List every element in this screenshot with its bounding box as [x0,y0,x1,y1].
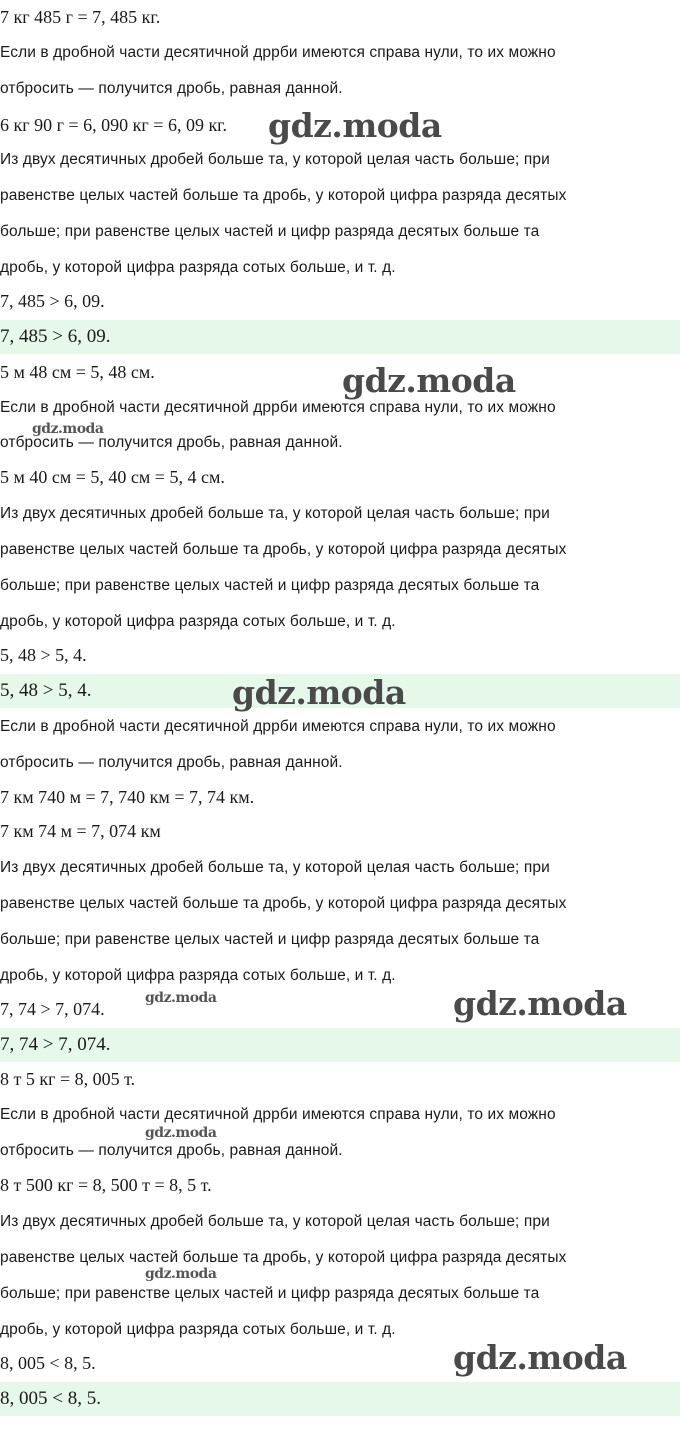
answer-line: 5, 48 > 5, 4. [0,674,680,708]
text-line: Если в дробной части десятичной дррби имеются справа нули, то их можно [0,718,556,735]
text-line: Из двух десятичных дробей больше та, у которой целая часть больше; при [0,1213,550,1230]
text-line: дробь, у которой цифра разряда сотых больше, и т. д. [0,613,396,630]
text-line: дробь, у которой цифра разряда сотых больше, и т. д. [0,967,396,984]
text-line: Из двух десятичных дробей больше та, у которой целая часть больше; при [0,505,550,522]
math-line: 8, 005 < 8, 5. [0,1353,96,1373]
watermark-logo: gdz.moda [453,984,627,1023]
watermark-logo: gdz.moda [342,361,516,400]
text-line: Если в дробной части десятичной дррби имеются справа нули, то их можно [0,399,556,416]
math-line: 5 м 48 см = 5, 48 см. [0,362,155,382]
math-line: 7 кг 485 г = 7, 485 кг. [0,7,161,27]
text-line: равенстве целых частей больше та дробь, у которой цифра разряда десятых [0,187,567,204]
watermark-logo: gdz.moda [268,106,442,145]
math-line: 7 км 74 м = 7, 074 км [0,821,161,841]
watermark-logo: gdz.moda [145,1266,217,1282]
answer-line: 7, 74 > 7, 074. [0,1028,680,1062]
text-line: отбросить — получится дробь, равная данной. [0,754,343,771]
text-line: равенстве целых частей больше та дробь, у которой цифра разряда десятых [0,1249,567,1266]
math-line: 6 кг 90 г = 6, 090 кг = 6, 09 кг. [0,115,228,135]
text-line: Из двух десятичных дробей больше та, у которой целая часть больше; при [0,859,550,876]
math-line: 5 м 40 см = 5, 40 см = 5, 4 см. [0,467,225,487]
math-line: 7, 74 > 7, 074. [0,999,105,1019]
answer-line: 7, 485 > 6, 09. [0,320,680,354]
text-line: равенстве целых частей больше та дробь, у которой цифра разряда десятых [0,895,567,912]
text-line: больше; при равенстве целых частей и цифр разряда десятых больше та [0,1285,540,1302]
text-line: Из двух десятичных дробей больше та, у которой целая часть больше; при [0,151,550,168]
math-line: 8 т 5 кг = 8, 005 т. [0,1069,136,1089]
text-line: Если в дробной части десятичной дррби имеются справа нули, то их можно [0,1106,556,1123]
text-line: больше; при равенстве целых частей и цифр разряда десятых больше та [0,223,540,240]
text-line: больше; при равенстве целых частей и цифр разряда десятых больше та [0,931,540,948]
text-line: отбросить — получится дробь, равная данной. [0,1142,343,1159]
watermark-logo: gdz.moda [232,673,406,712]
text-line: отбросить — получится дробь, равная данной. [0,434,343,451]
math-line: 8 т 500 кг = 8, 500 т = 8, 5 т. [0,1175,212,1195]
answer-line: 8, 005 < 8, 5. [0,1382,680,1416]
text-line: дробь, у которой цифра разряда сотых больше, и т. д. [0,259,396,276]
watermark-logo: gdz.moda [32,421,104,437]
math-line: 7, 485 > 6, 09. [0,291,105,311]
math-line: 5, 48 > 5, 4. [0,645,87,665]
text-line: больше; при равенстве целых частей и цифр разряда десятых больше та [0,577,540,594]
watermark-logo: gdz.moda [453,1338,627,1377]
math-line: 7 км 740 м = 7, 740 км = 7, 74 км. [0,787,255,807]
watermark-logo: gdz.moda [145,990,217,1006]
text-line: отбросить — получится дробь, равная данной. [0,80,343,97]
text-line: равенстве целых частей больше та дробь, у которой цифра разряда десятых [0,541,567,558]
watermark-logo: gdz.moda [145,1125,217,1141]
text-line: дробь, у которой цифра разряда сотых больше, и т. д. [0,1321,396,1338]
text-line: Если в дробной части десятичной дррби имеются справа нули, то их можно [0,44,556,61]
